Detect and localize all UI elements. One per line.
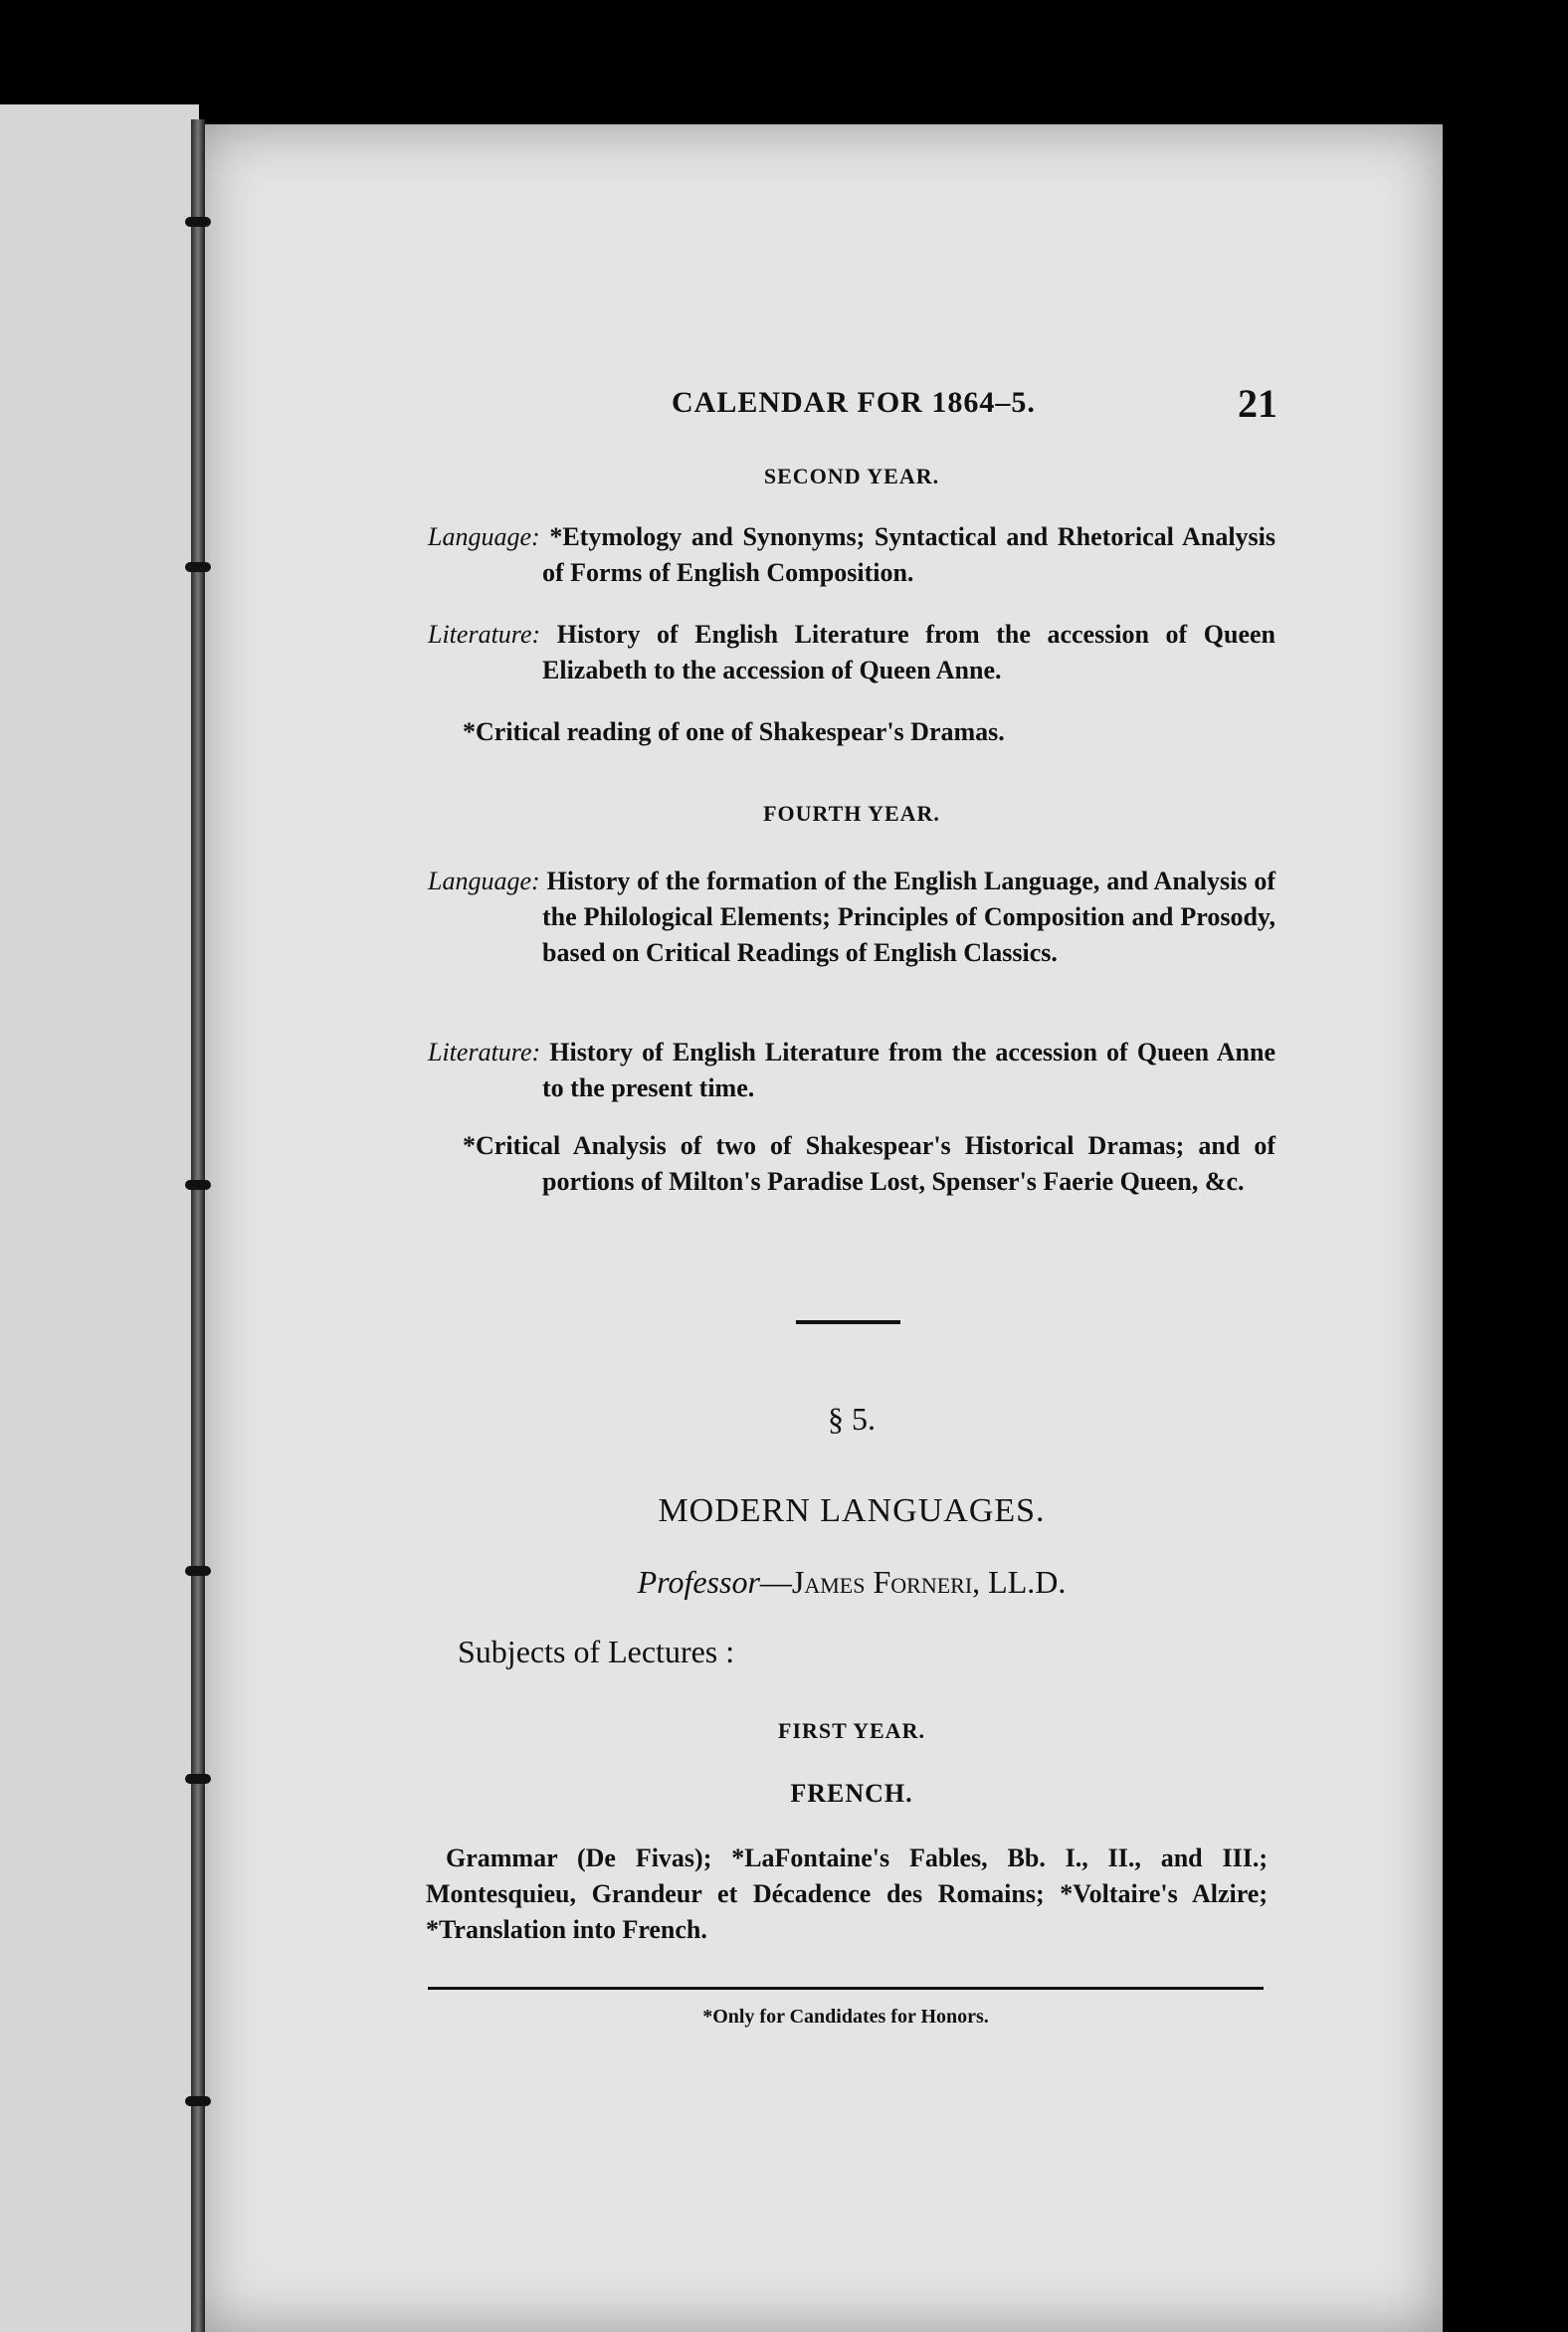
french-text: Grammar (De Fivas); *LaFontaine's Fables, Bb. I., II., and III.; Montesquieu, Grandeur et Décadence des Romains; *Voltaire's Alzire; *Translation into French. <box>426 1844 1268 1944</box>
fourth-year-heading: FOURTH YEAR. <box>763 801 940 826</box>
literature-text: History of English Literature from the accession of Queen Elizabeth to the accession of Queen Anne. <box>542 620 1276 684</box>
second-year-language <box>428 519 1275 591</box>
header-title: CALENDAR FOR 1864–5. <box>672 386 1036 419</box>
binding-stitch <box>185 1180 211 1190</box>
first-year-heading: FIRST YEAR. <box>778 1718 925 1743</box>
fourth-year-analysis: *Critical Analysis of two of Shakespear's Historical Dramas; and of portions of Milton's Paradise Lost, Spenser's Faerie Queen, &c. <box>463 1131 1275 1196</box>
professor-name: James Forneri, LL.D. <box>791 1564 1067 1600</box>
fourth-year-language <box>428 864 1275 971</box>
binding-stitch <box>185 217 211 227</box>
section-title: MODERN LANGUAGES. <box>658 1492 1046 1529</box>
facing-page-edge <box>0 104 199 2332</box>
professor-role: Professor <box>637 1564 760 1600</box>
second-year-heading: SECOND YEAR. <box>763 464 940 488</box>
binding-stitch <box>185 1566 211 1576</box>
section-number: § 5. <box>828 1401 876 1437</box>
binding-stitch <box>185 1774 211 1784</box>
language-label: Language: <box>428 522 540 551</box>
literature-label: Literature: <box>428 620 541 649</box>
language-text: *Etymology and Synonyms; Syntactical and Rhetorical Analysis of Forms of English Composition. <box>542 522 1275 587</box>
professor-dash: — <box>759 1564 792 1600</box>
binding-stitch <box>185 562 211 572</box>
running-header <box>657 380 1283 430</box>
literature-text: History of English Literature from the accession of Queen Anne to the present time. <box>542 1038 1275 1102</box>
footnote-rule <box>428 1987 1264 1990</box>
binding-stitch <box>185 2096 211 2106</box>
literature-label: Literature: <box>428 1038 541 1067</box>
second-year-literature <box>428 617 1275 688</box>
french-heading: FRENCH. <box>790 1779 913 1808</box>
professor-line <box>428 1564 1275 1601</box>
book-page <box>199 124 1443 2332</box>
page-number: 21 <box>1238 381 1277 426</box>
book-spine <box>191 119 205 2332</box>
footnote: *Only for Candidates for Honors. <box>702 2006 989 2028</box>
language-label: Language: <box>428 867 540 895</box>
subjects-label: Subjects of Lectures : <box>458 1634 735 1669</box>
second-year-reading: *Critical reading of one of Shakespear's Dramas. <box>463 717 1005 746</box>
fourth-year-literature <box>428 1035 1275 1106</box>
section-divider <box>796 1320 900 1324</box>
language-text: History of the formation of the English Language, and Analysis of the Philological Elements; Principles of Composition and Prosody, based on Critical Readings of English Classics. <box>542 867 1275 967</box>
